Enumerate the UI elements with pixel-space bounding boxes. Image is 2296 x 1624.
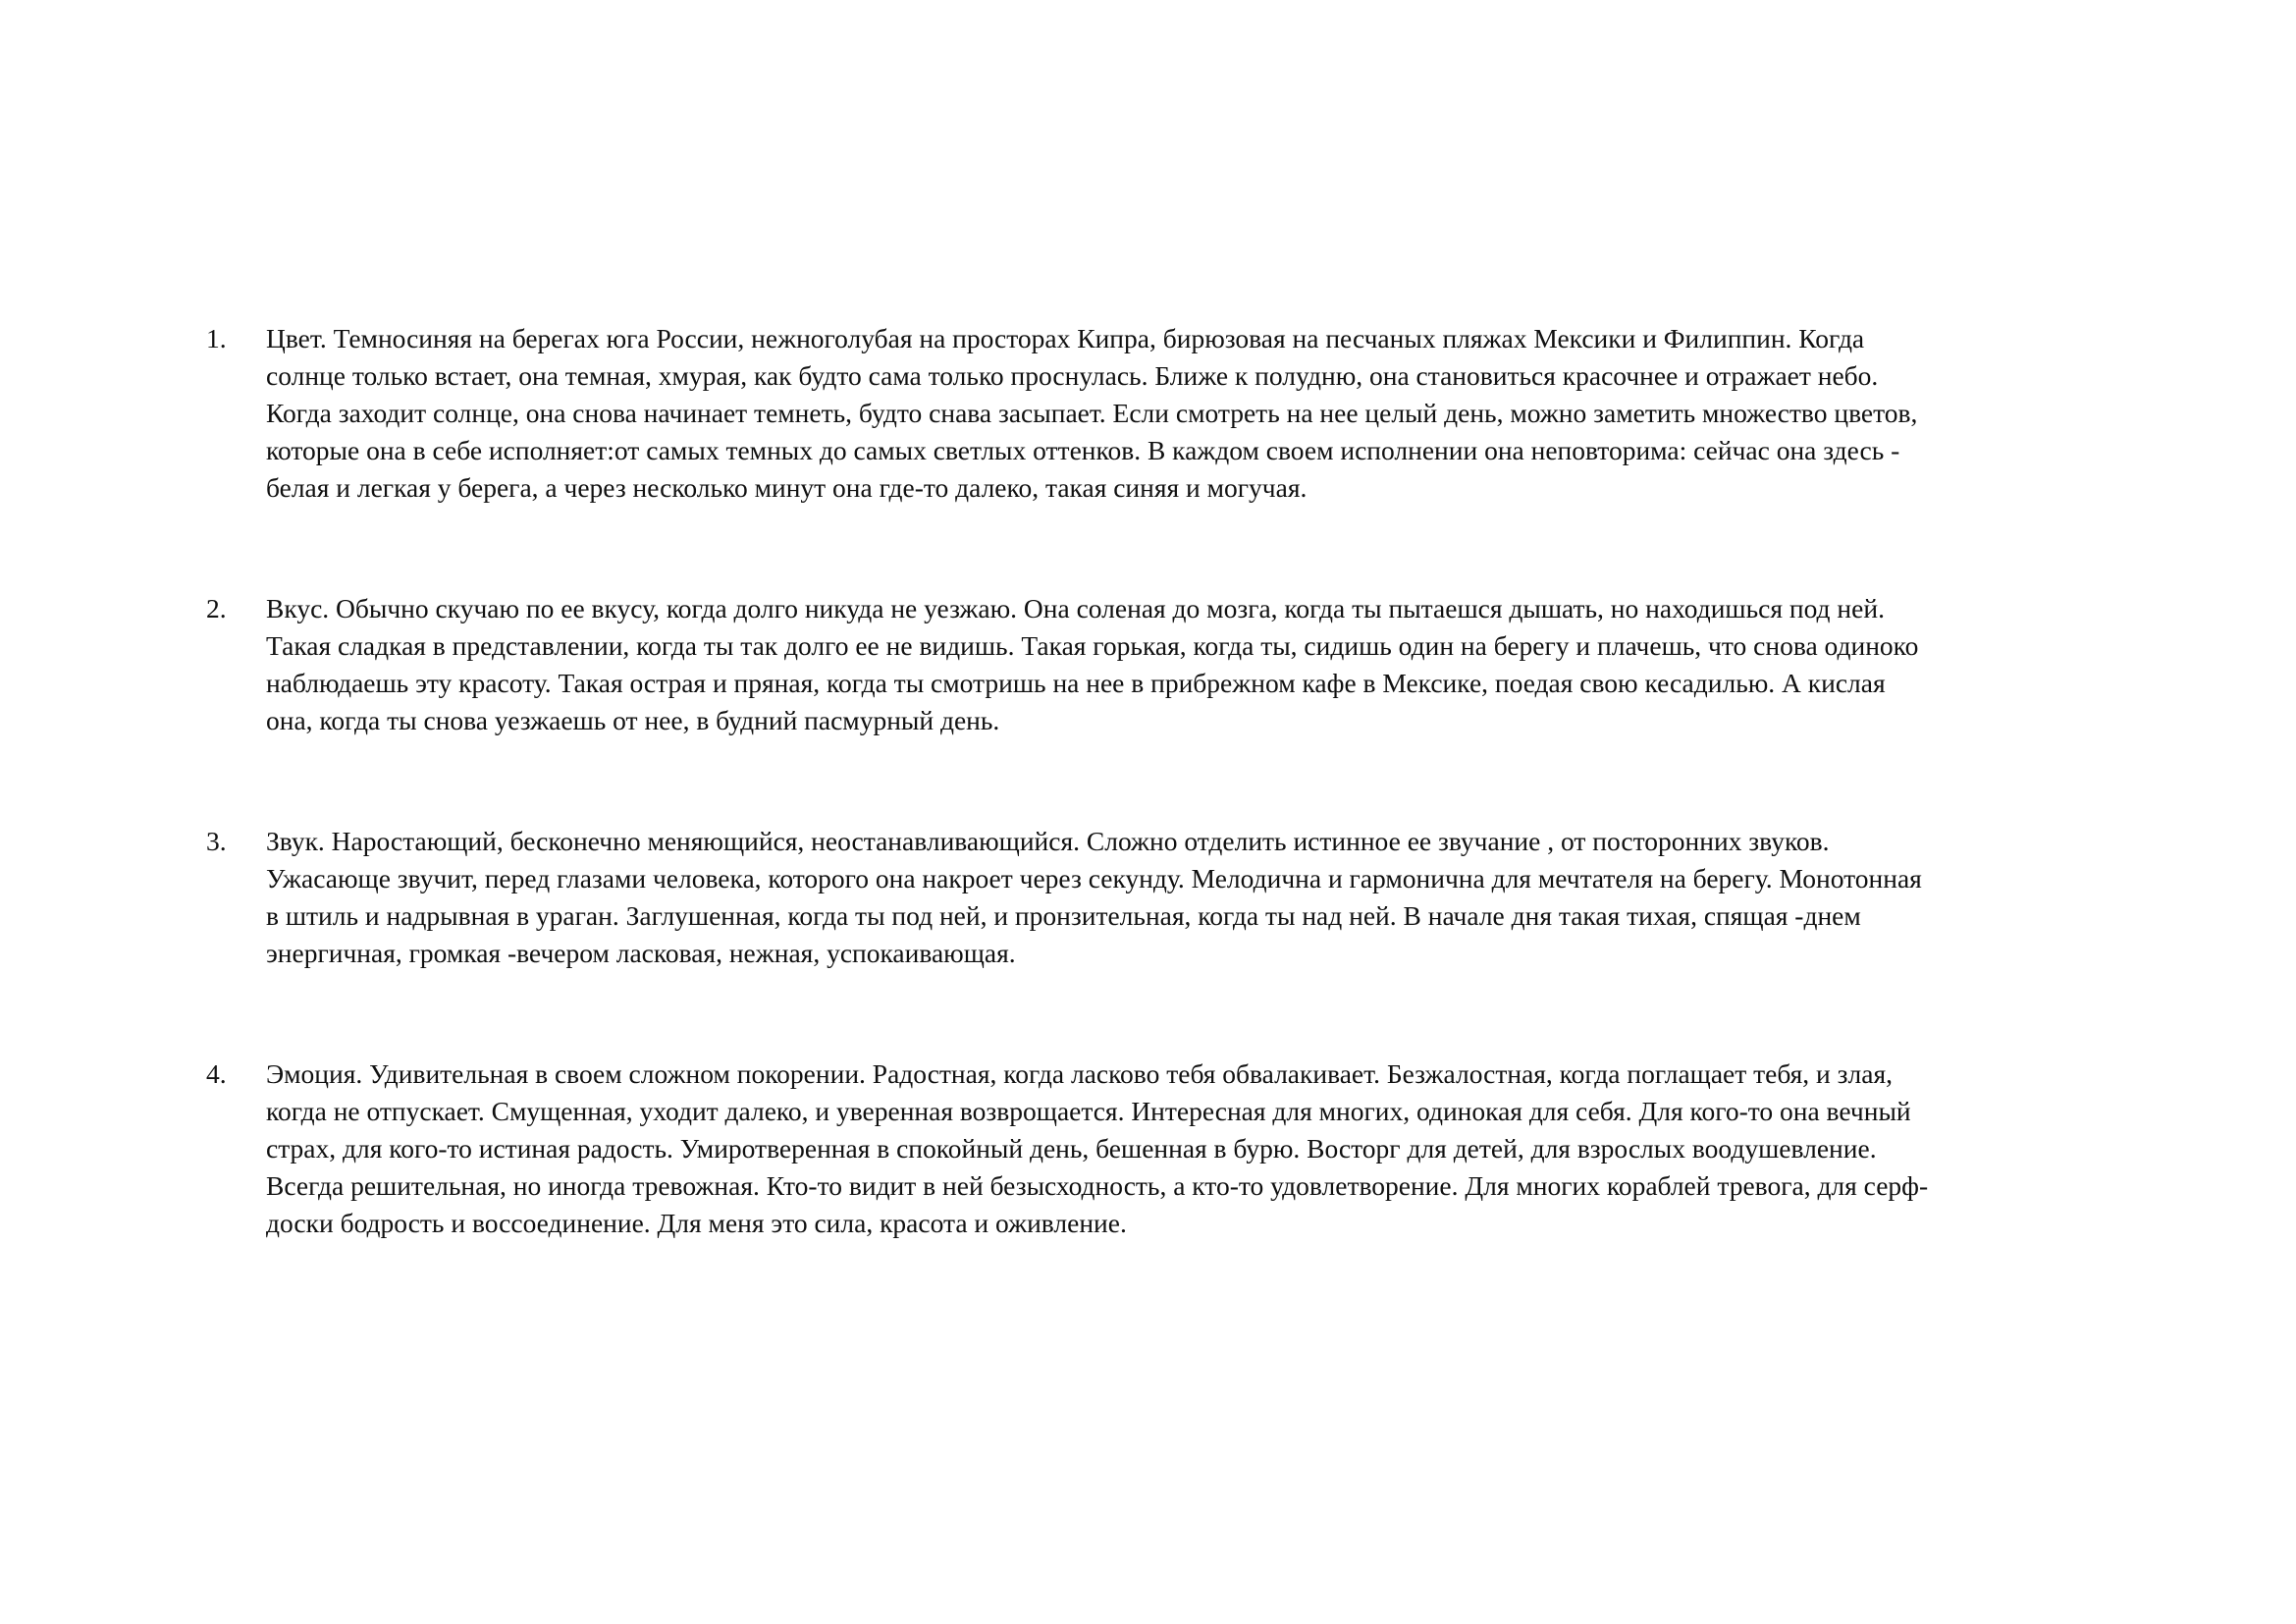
paragraph-line: Эмоция. Удивительная в своем сложном покорении. Радостная, когда ласково тебя обвалакивает. Безжалостная, когда поглащает тебя, и злая, — [266, 1058, 1893, 1089]
list-item-emotion — [206, 1056, 2160, 1242]
paragraph-line: доски бодрость и воссоединение. Для меня это сила, красота и оживление. — [266, 1208, 1127, 1238]
paragraph-line: Такая сладкая в представлении, когда ты так долго ее не видишь. Такая горькая, когда ты, сидишь один на берегу и плачешь, что снова одиноко — [266, 630, 1919, 661]
paragraph-line: когда не отпускает. Смущенная, уходит далеко, и уверенная возврощается. Интересная для многих, одинокая для себя. Для кого-то она вечный — [266, 1096, 1911, 1126]
paragraph-line: наблюдаешь эту красоту. Такая острая и пряная, когда ты смотришь на нее в прибрежном кафе в Мексике, поедая свою кесадилью. А кислая — [266, 668, 1886, 698]
list-item-number: 2. — [206, 593, 227, 623]
paragraph-line: Вкус. Обычно скучаю по ее вкусу, когда долго никуда не уезжаю. Она соленая до мозга, когда ты пытаешся дышать, но находишься под ней. — [266, 593, 1885, 623]
paragraph-line: энергичная, громкая -вечером ласковая, нежная, успокаивающая. — [266, 938, 1016, 968]
paragraph-line: Цвет. Темносиняя на берегах юга России, нежноголубая на просторах Кипра, бирюзовая на песчаных пляжах Мексики и Филиппин. Когда — [266, 323, 1865, 353]
paragraph-line: солнце только встает, она темная, хмурая, как будто сама только проснулась. Ближе к полудню, она становиться красочнее и отражает небо. — [266, 360, 1879, 391]
list-item-number: 4. — [206, 1058, 227, 1089]
list-item-sound — [206, 823, 2160, 972]
paragraph-line: в штиль и надрывная в ураган. Заглушенная, когда ты под ней, и пронзительная, когда ты над ней. В начале дня такая тихая, спящая -днем — [266, 900, 1861, 931]
list-item-number: 1. — [206, 323, 227, 353]
paragraph-line: страх, для кого-то истиная радость. Умиротверенная в спокойный день, бешенная в бурю. Восторг для детей, для взрослых воодушевление. — [266, 1133, 1877, 1164]
list-item-taste — [206, 590, 2160, 739]
list-item-color — [206, 320, 2160, 507]
paragraph-line: Всегда решительная, но иногда тревожная. Кто-то видит в ней безысходность, а кто-то удовлетворение. Для многих кораблей тревога, для серф- — [266, 1170, 1929, 1201]
paragraph-line: она, когда ты снова уезжаешь от нее, в будний пасмурный день. — [266, 705, 1000, 735]
paragraph-line: которые она в себе исполняет:от самых темных до самых светлых оттенков. В каждом своем исполнении она неповторима: сейчас она здесь - — [266, 435, 1900, 465]
paragraph-line: белая и легкая у берега, а через несколько минут она где-то далеко, такая синяя и могучая. — [266, 472, 1308, 503]
list-item-number: 3. — [206, 826, 227, 856]
paragraph-line: Когда заходит солнце, она снова начинает темнеть, будто снава засыпает. Если смотреть на нее целый день, можно заметить множество цветов, — [266, 398, 1918, 428]
numbered-list — [206, 320, 2160, 1326]
paragraph-line: Звук. Наростающий, бесконечно меняющийся, неостанавливающийся. Сложно отделить истинное ее звучание , от посторонних звуков. — [266, 826, 1830, 856]
paragraph-line: Ужасающе звучит, перед глазами человека, которого она накроет через секунду. Мелодична и гармонична для мечтателя на берегу. Монотонная — [266, 863, 1922, 893]
